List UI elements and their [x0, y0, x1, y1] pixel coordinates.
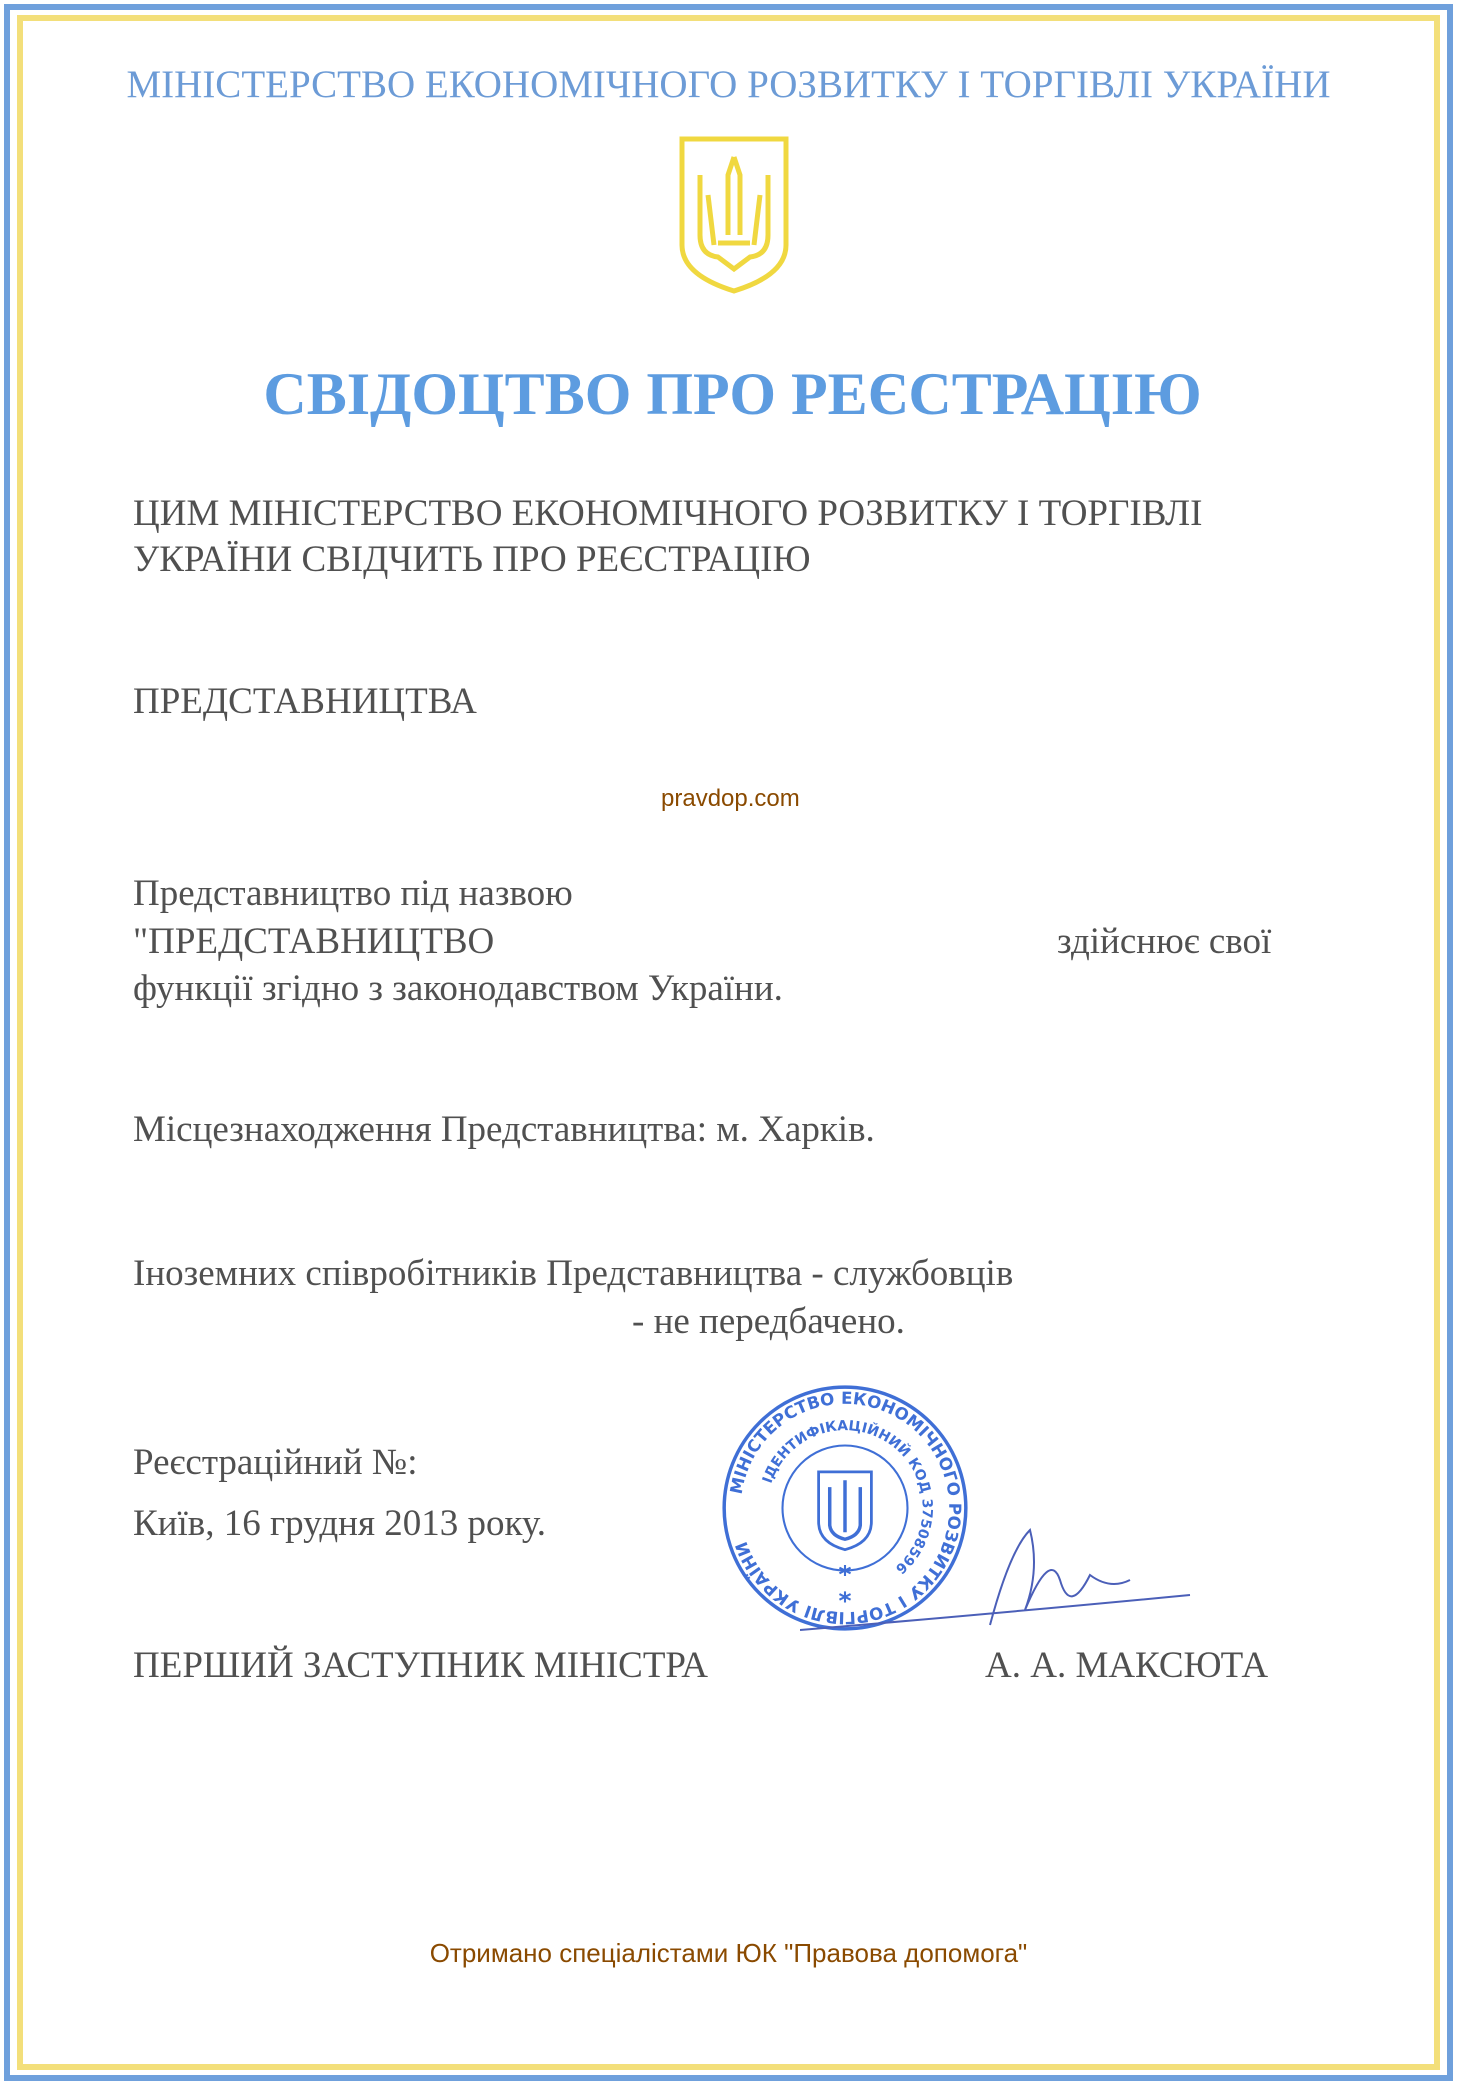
name-line-2-right: здійснює свої [1057, 921, 1272, 962]
intro-line-2: УКРАЇНИ СВІДЧИТЬ ПРО РЕЄСТРАЦІЮ [133, 539, 811, 580]
watermark-site: pravdop.com [661, 785, 800, 812]
issue-date: Київ, 16 грудня 2013 року. [133, 1503, 546, 1544]
intro-line-1: ЦИМ МІНІСТЕРСТВО ЕКОНОМІЧНОГО РОЗВИТКУ І ТОРГІВЛІ [133, 493, 1203, 534]
name-line-1: Представництво під назвою [133, 873, 573, 914]
location: Місцезнаходження Представництва: м. Харків. [133, 1109, 875, 1150]
name-line-2-left: "ПРЕДСТАВНИЦТВО [133, 921, 495, 962]
foreign-line-1: Іноземних співробітників Представництва - службовців [133, 1253, 1014, 1294]
foreign-line-2: - не передбачено. [632, 1301, 905, 1342]
stamp-inner-text: ІДЕНТИФІКАЦІЙНИЙ КОД 37508596 [759, 1418, 935, 1577]
signature [800, 1520, 1200, 1640]
entity-type: ПРЕДСТАВНИЦТВА [133, 681, 477, 722]
signer-title: ПЕРШИЙ ЗАСТУПНИК МІНІСТРА [133, 1645, 708, 1686]
stamp-outer-text: МІНІСТЕРСТВО ЕКОНОМІЧНОГО РОЗВИТКУ І ТОРГІВЛІ УКРАЇНИ [726, 1388, 965, 1628]
signer-name: А. А. МАКСЮТА [985, 1645, 1269, 1686]
footer-note: Отримано спеціалістами ЮК "Правова допомога" [429, 1938, 1028, 1968]
document-title: СВІДОЦТВО ПРО РЕЄСТРАЦІЮ [263, 361, 1202, 427]
inner-yellow-border [17, 15, 1440, 2070]
ministry-header: МІНІСТЕРСТВО ЕКОНОМІЧНОГО РОЗВИТКУ І ТОРГІВЛІ УКРАЇНИ [126, 63, 1331, 106]
coat-of-arms-emblem [678, 135, 790, 295]
registration-number: Реєстраційний №: [133, 1442, 418, 1483]
name-line-3: функції згідно з законодавством України. [133, 968, 783, 1009]
